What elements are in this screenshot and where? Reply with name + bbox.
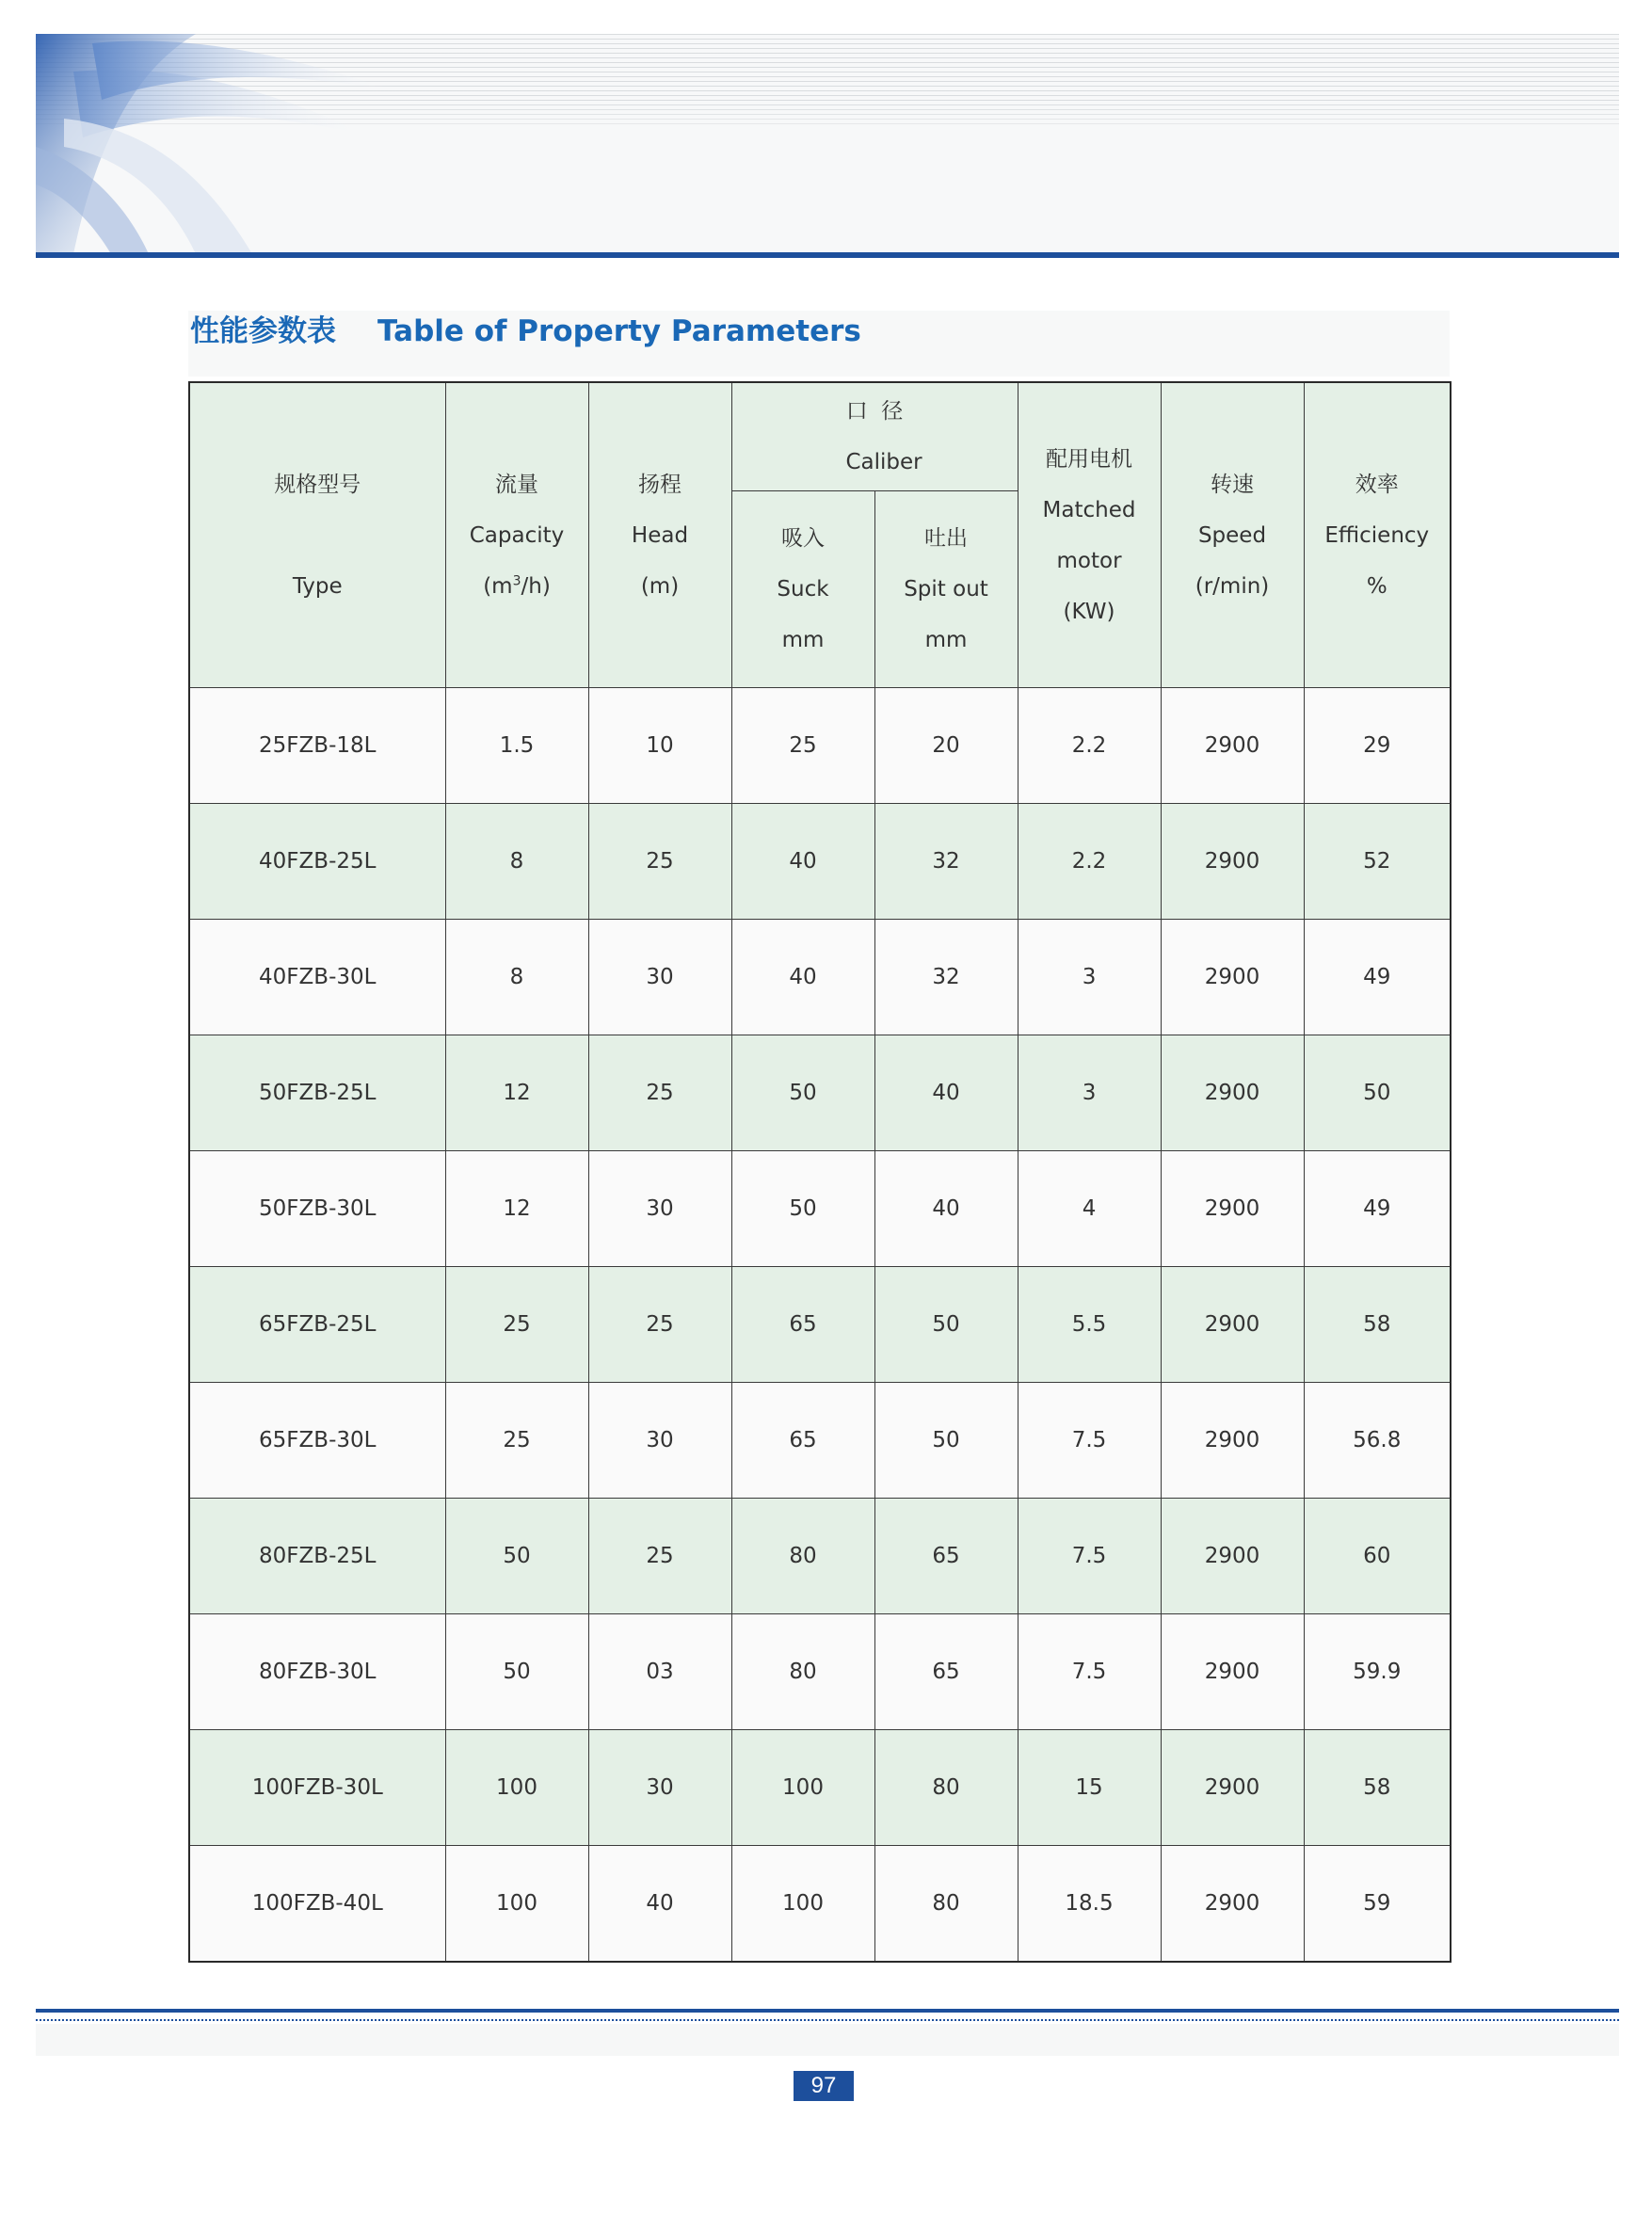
cell-type: 100FZB-30L: [189, 1730, 445, 1846]
cell-speed: 2900: [1161, 920, 1304, 1035]
cell-suck: 65: [731, 1383, 874, 1499]
cell-head: 30: [588, 1383, 731, 1499]
page-number: 97: [794, 2071, 854, 2101]
cell-type: 80FZB-25L: [189, 1499, 445, 1614]
table-row: [189, 804, 1451, 920]
cell-efficiency: 60: [1304, 1499, 1451, 1614]
cell-spit-out: 50: [874, 1267, 1018, 1383]
cell-suck: 80: [731, 1614, 874, 1730]
cell-suck: 100: [731, 1846, 874, 1963]
cell-capacity: 8: [445, 920, 588, 1035]
table-row: [189, 1267, 1451, 1383]
cell-speed: 2900: [1161, 1499, 1304, 1614]
cell-efficiency: 49: [1304, 1151, 1451, 1267]
cell-capacity: 100: [445, 1846, 588, 1963]
table-row: [189, 1151, 1451, 1267]
cell-spit-out: 20: [874, 688, 1018, 804]
cell-spit-out: 32: [874, 804, 1018, 920]
cell-head: 25: [588, 1499, 731, 1614]
cell-suck: 80: [731, 1499, 874, 1614]
cell-efficiency: 59: [1304, 1846, 1451, 1963]
cell-efficiency: 29: [1304, 688, 1451, 804]
cell-spit-out: 80: [874, 1730, 1018, 1846]
cell-spit-out: 40: [874, 1035, 1018, 1151]
cell-efficiency: 49: [1304, 920, 1451, 1035]
cell-type: 40FZB-25L: [189, 804, 445, 920]
cell-spit-out: 65: [874, 1614, 1018, 1730]
cell-capacity: 12: [445, 1151, 588, 1267]
cell-capacity: 50: [445, 1499, 588, 1614]
cell-speed: 2900: [1161, 1730, 1304, 1846]
header-suck: 吸入 Suck mm: [731, 491, 874, 688]
cell-motor: 2.2: [1018, 688, 1161, 804]
cell-type: 65FZB-30L: [189, 1383, 445, 1499]
header-caliber: 口 径 Caliber: [731, 382, 1018, 491]
header-speed: 转速 Speed (r/min): [1161, 382, 1304, 688]
page-title: [190, 307, 861, 349]
cell-head: 25: [588, 1035, 731, 1151]
cell-capacity: 25: [445, 1267, 588, 1383]
cell-efficiency: 50: [1304, 1035, 1451, 1151]
cell-efficiency: 58: [1304, 1730, 1451, 1846]
cell-suck: 25: [731, 688, 874, 804]
header-motor: 配用电机 Matched motor (KW): [1018, 382, 1161, 688]
cell-type: 80FZB-30L: [189, 1614, 445, 1730]
cell-spit-out: 65: [874, 1499, 1018, 1614]
cell-speed: 2900: [1161, 804, 1304, 920]
footer-dotted-rule: [36, 2019, 1619, 2021]
cell-efficiency: 59.9: [1304, 1614, 1451, 1730]
cell-spit-out: 80: [874, 1846, 1018, 1963]
cell-type: 25FZB-18L: [189, 688, 445, 804]
cell-speed: 2900: [1161, 688, 1304, 804]
cell-capacity: 1.5: [445, 688, 588, 804]
table-row: [189, 1035, 1451, 1151]
cell-speed: 2900: [1161, 1035, 1304, 1151]
cell-motor: 7.5: [1018, 1499, 1161, 1614]
cell-head: 40: [588, 1846, 731, 1963]
cell-motor: 3: [1018, 920, 1161, 1035]
header-capacity: 流量 Capacity $(m^3/h)$: [445, 382, 588, 688]
cell-speed: 2900: [1161, 1151, 1304, 1267]
cell-motor: 7.5: [1018, 1614, 1161, 1730]
cell-head: 25: [588, 1267, 731, 1383]
cell-speed: 2900: [1161, 1267, 1304, 1383]
header-spit-out: 吐出 Spit out mm: [874, 491, 1018, 688]
cell-head: 25: [588, 804, 731, 920]
header-type: 规格型号 Type: [189, 382, 445, 688]
table-row: [189, 688, 1451, 804]
cell-spit-out: 32: [874, 920, 1018, 1035]
cell-head: 30: [588, 1730, 731, 1846]
cell-motor: 18.5: [1018, 1846, 1161, 1963]
cell-suck: 50: [731, 1151, 874, 1267]
table-row: [189, 1499, 1451, 1614]
cell-type: 50FZB-30L: [189, 1151, 445, 1267]
cell-capacity: 50: [445, 1614, 588, 1730]
banner-swirl-graphic: [36, 34, 431, 254]
cell-motor: 4: [1018, 1151, 1161, 1267]
cell-efficiency: 52: [1304, 804, 1451, 920]
table-row: [189, 1614, 1451, 1730]
header-banner: [36, 34, 1619, 254]
cell-motor: 7.5: [1018, 1383, 1161, 1499]
footer-rule: [36, 2009, 1619, 2013]
cell-efficiency: 58: [1304, 1267, 1451, 1383]
cell-head: 10: [588, 688, 731, 804]
cell-motor: 2.2: [1018, 804, 1161, 920]
cell-efficiency: 56.8: [1304, 1383, 1451, 1499]
cell-capacity: 25: [445, 1383, 588, 1499]
cell-capacity: 8: [445, 804, 588, 920]
cell-capacity: 100: [445, 1730, 588, 1846]
table-row: [189, 1730, 1451, 1846]
footer-band: [36, 2024, 1619, 2056]
cell-speed: 2900: [1161, 1383, 1304, 1499]
cell-motor: 5.5: [1018, 1267, 1161, 1383]
table-row: [189, 920, 1451, 1035]
title-en: Table of Property Parameters: [377, 314, 861, 348]
cell-suck: 100: [731, 1730, 874, 1846]
header-rule: [36, 252, 1619, 258]
cell-spit-out: 50: [874, 1383, 1018, 1499]
cell-type: 40FZB-30L: [189, 920, 445, 1035]
property-parameters-table: [188, 381, 1452, 1963]
cell-speed: 2900: [1161, 1846, 1304, 1963]
cell-motor: 15: [1018, 1730, 1161, 1846]
cell-head: 30: [588, 1151, 731, 1267]
cell-suck: 40: [731, 920, 874, 1035]
header-efficiency: 效率 Efficiency %: [1304, 382, 1451, 688]
capacity-unit: $(m^3/h)$: [483, 572, 551, 599]
cell-type: 65FZB-25L: [189, 1267, 445, 1383]
table-row: [189, 1383, 1451, 1499]
cell-head: 30: [588, 920, 731, 1035]
cell-type: 100FZB-40L: [189, 1846, 445, 1963]
cell-capacity: 12: [445, 1035, 588, 1151]
cell-motor: 3: [1018, 1035, 1161, 1151]
cell-spit-out: 40: [874, 1151, 1018, 1267]
cell-suck: 40: [731, 804, 874, 920]
cell-suck: 65: [731, 1267, 874, 1383]
cell-type: 50FZB-25L: [189, 1035, 445, 1151]
title-cn: 性能参数表: [190, 314, 336, 348]
cell-speed: 2900: [1161, 1614, 1304, 1730]
cell-suck: 50: [731, 1035, 874, 1151]
header-head: 扬程 Head (m): [588, 382, 731, 688]
cell-head: 03: [588, 1614, 731, 1730]
table-row: [189, 1846, 1451, 1963]
